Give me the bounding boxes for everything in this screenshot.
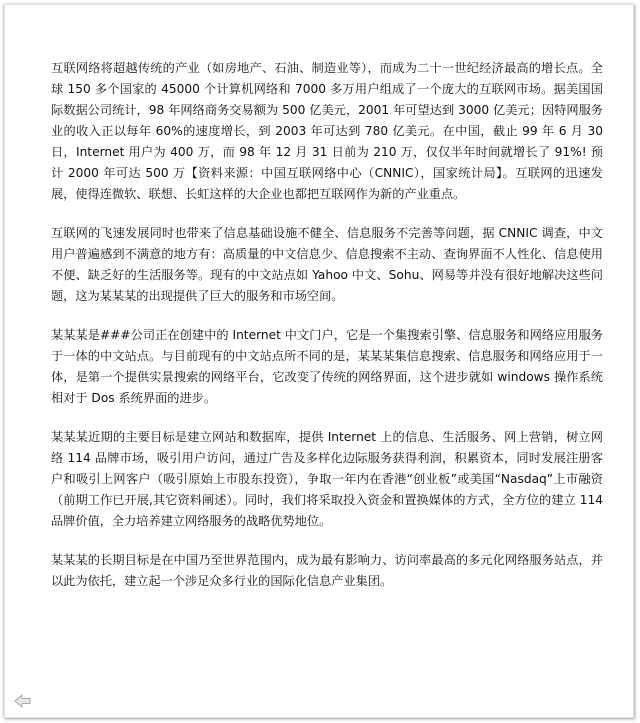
document-page [4,4,634,718]
paragraph: 互联网的飞速发展同时也带来了信息基础设施不健全、信息服务不完善等问题，据 CNNIC 调查，中文用户普遍感到不满意的地方有：高质量的中文信息少、信息搜索不主动、查询界面不人性化、信息使用不便、缺乏好的生活服务等。现有的中文站点如 Yahoo 中文、Sohu、网易等并没有很好地解决这些问题，这为某某某的出现提供了巨大的服务和市场空间。 [51,226,603,303]
paragraph: 某某某是###公司正在创建中的 Internet 中文门户，它是一个集搜索引擎、信息服务和网络应用服务于一体的中文站点。与目前现有的中文站点所不同的是，某某某集信息搜索、信息服务和网络应用于一体，是第一个提供实景搜索的网络平台，它改变了传统的网络界面，这个进步就如 windows 操作系统相对于 Dos 系统界面的进步。 [51,328,603,405]
paragraph: 互联网络将超越传统的产业（如房地产、石油、制造业等），而成为二十一世纪经济最高的增长点。全球 150 多个国家的 45000 个计算机网络和 7000 多万用户组成了一个庞大的互联网市场。据美国国际数据公司统计，98 年网络商务交易额为 500 亿美元，2001 年可望达到 3000 亿美元；因特网服务业的收入正以每年 60%的速度增长，到 2003 年可达到 780 亿美元。在中国，截止 99 年 6 月 30 日，Internet 用户为 400 万，而 98 年 12 月 31 日前为 210 万，仅仅半年时间就增长了 91%! 预计 2000 年可达 500 万【资料来源：中国互联网络中心（CNNIC），国家统计局】。互联网的迅速发展，使得连微软、联想、长虹这样的大企业也都把互联网作为新的产业重点。 [51,61,603,201]
paragraph: 某某某的长期目标是在中国乃至世界范围内，成为最有影响力、访问率最高的多元化网络服务站点，并以此为依托，建立起一个涉足众多行业的国际化信息产业集团。 [51,553,603,588]
paragraph: 某某某近期的主要目标是建立网站和数据库，提供 Internet 上的信息、生活服务、网上营销，树立网络 114 品牌市场，吸引用户访问，通过广告及多样化边际服务获得利润，积累资本，同时发展注册客户和吸引上网客户（吸引原始上市股东投资），争取一年内在香港“创业板”或美国“Nasdaq”上市融资（前期工作已开展,其它资料阐述）。同时，我们将采取投入资金和置换媒体的方式，全方位的建立 114 品牌价值，全力培养建立网络服务的战略优势地位。 [51,430,603,528]
document-body [51,58,603,610]
previous-arrow-icon[interactable] [14,694,32,708]
